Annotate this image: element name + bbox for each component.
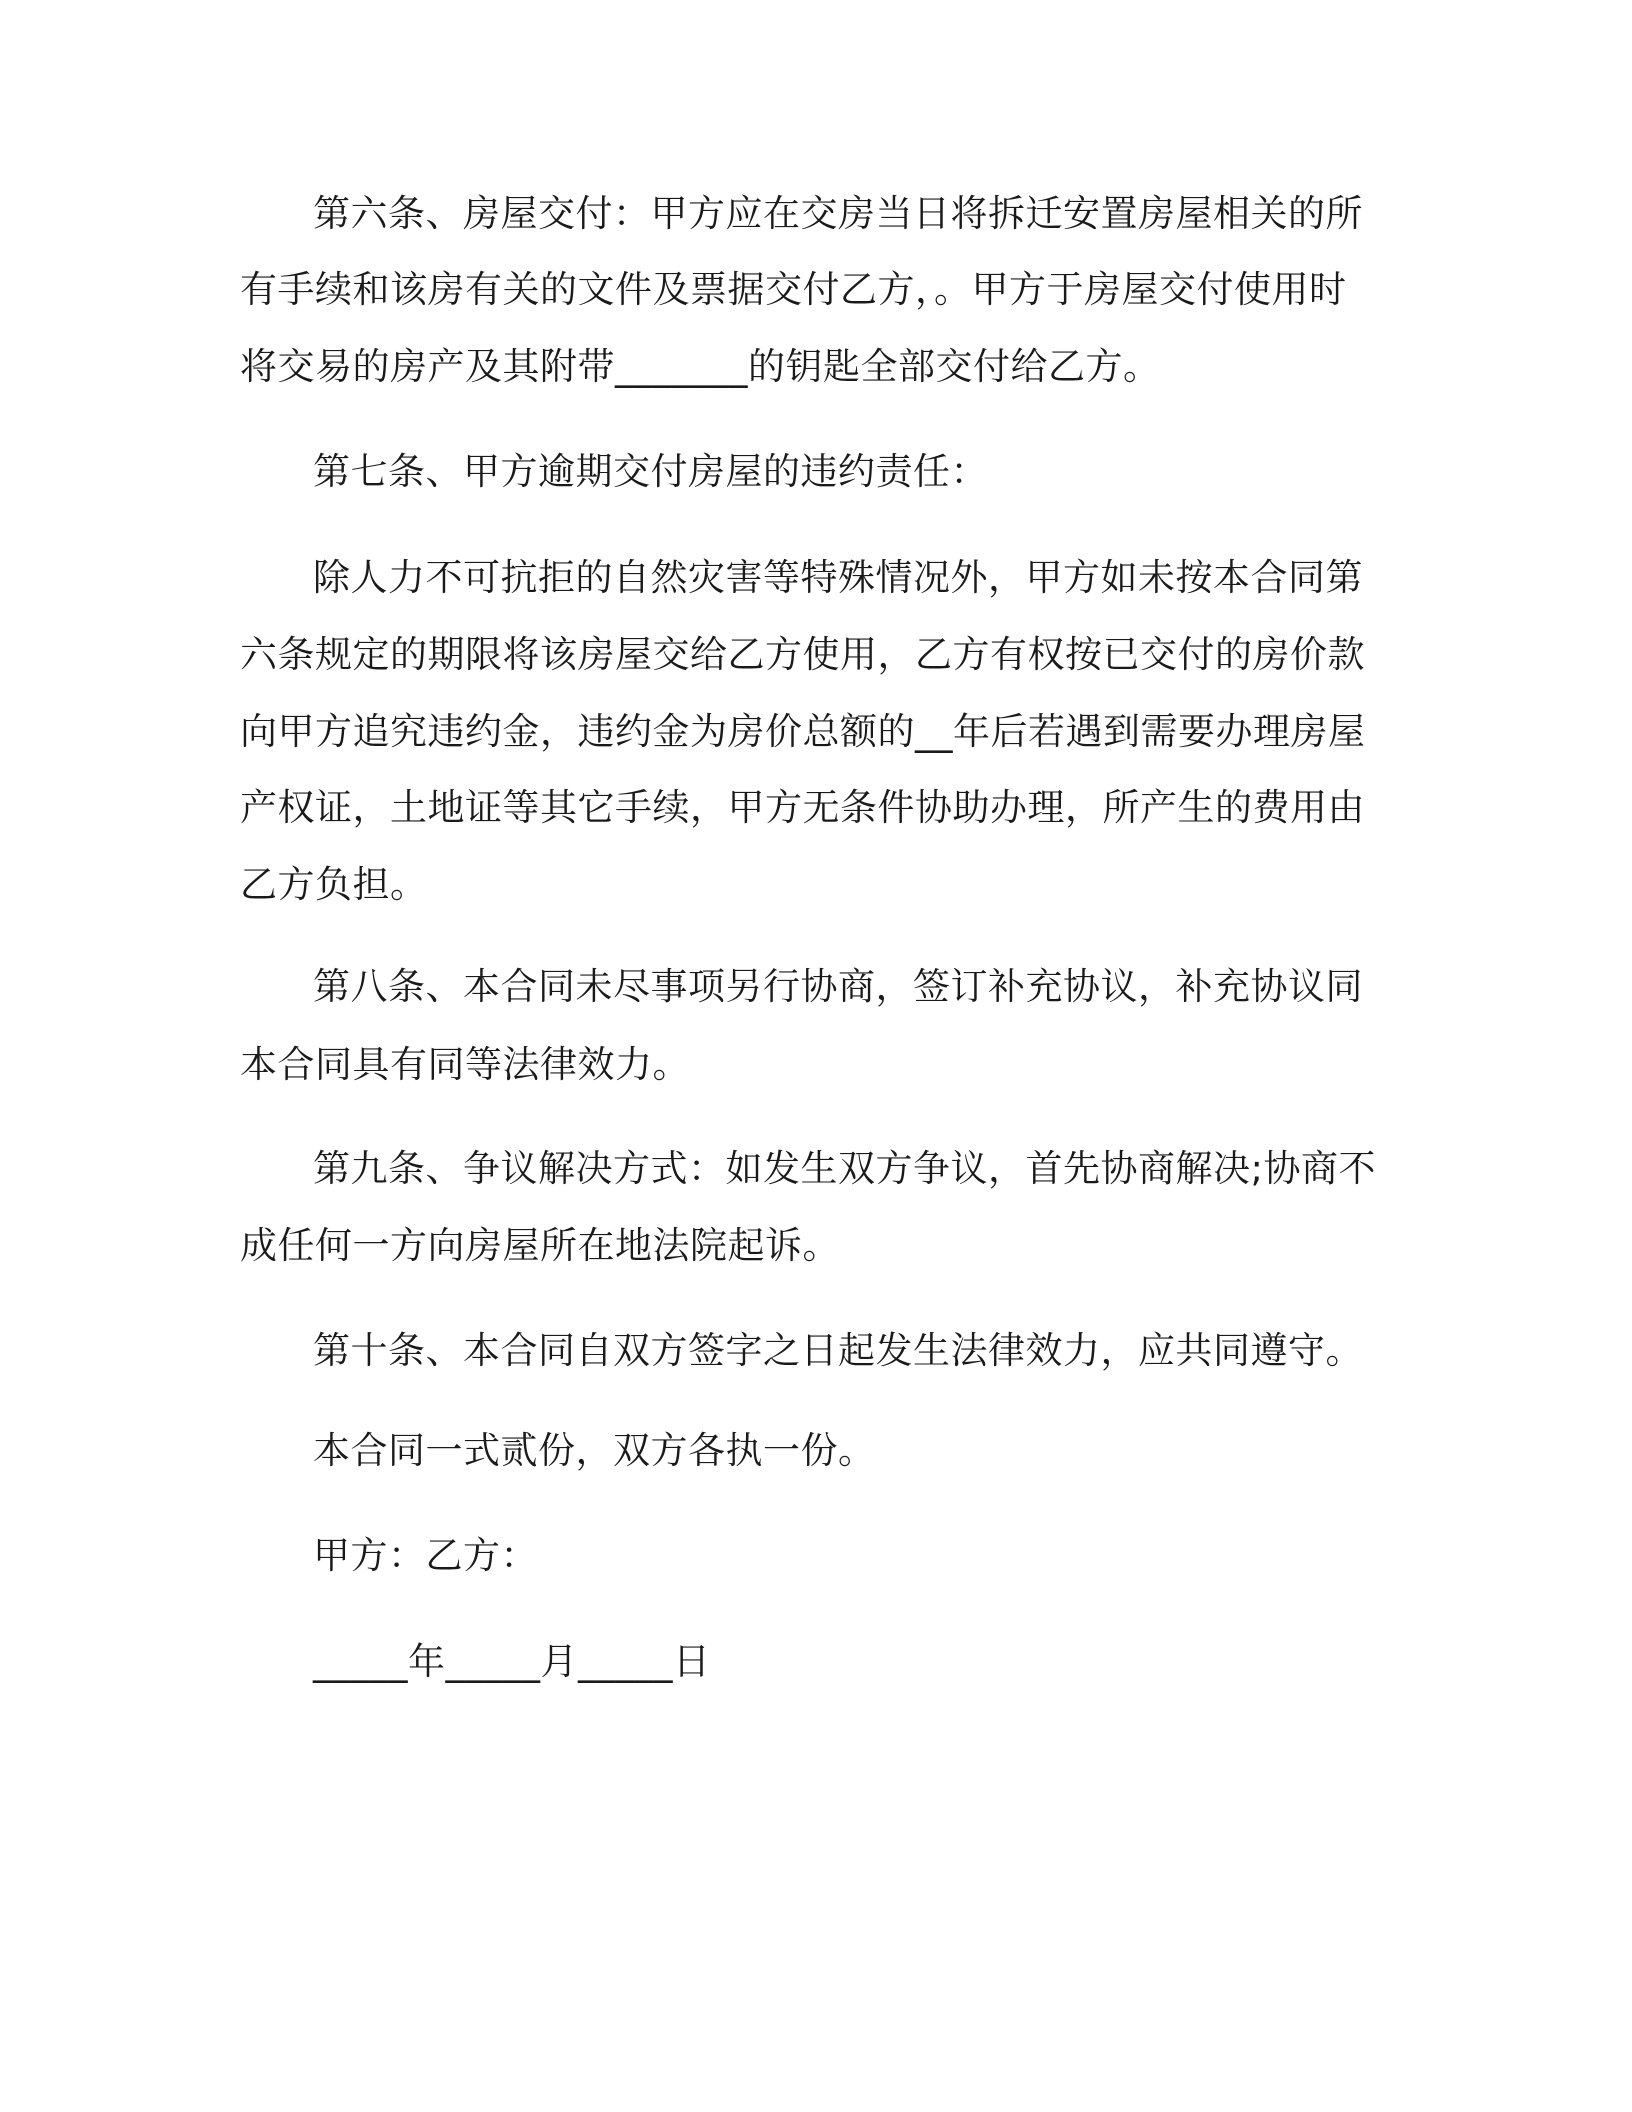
article7-line-5: 乙方负担。 bbox=[240, 863, 428, 906]
parties-signature-line: 甲方：乙方： bbox=[313, 1534, 538, 1577]
article9-line-2: 成任何一方向房屋所在地法院起诉。 bbox=[240, 1224, 840, 1267]
article8-line-2: 本合同具有同等法律效力。 bbox=[240, 1043, 690, 1086]
article6-line-2: 有手续和该房有关的文件及票据交付乙方，。甲方于房屋交付使用时 bbox=[240, 268, 1347, 311]
article7-heading: 第七条、甲方逾期交付房屋的违约责任： bbox=[313, 450, 988, 493]
article6-line-1: 第六条、房屋交付：甲方应在交房当日将拆迁安置房屋相关的所 bbox=[313, 192, 1363, 235]
article8-line-1: 第八条、本合同未尽事项另行协商，签订补充协议，补充协议同 bbox=[313, 965, 1363, 1008]
article7-line-2: 六条规定的期限将该房屋交给乙方使用，乙方有权按已交付的房价款 bbox=[240, 633, 1365, 676]
date-line: _____年_____月_____日 bbox=[313, 1640, 711, 1683]
copies-text: 本合同一式贰份，双方各执一份。 bbox=[313, 1429, 876, 1472]
article7-line-1: 除人力不可抗拒的自然灾害等特殊情况外，甲方如未按本合同第 bbox=[313, 556, 1363, 599]
article9-line-1: 第九条、争议解决方式：如发生双方争议，首先协商解决;协商不 bbox=[313, 1147, 1376, 1190]
article7-line-3: 向甲方追究违约金，违约金为房价总额的__年后若遇到需要办理房屋 bbox=[240, 710, 1366, 753]
article6-line-3: 将交易的房产及其附带_______的钥匙全部交付给乙方。 bbox=[240, 345, 1161, 388]
article10-text: 第十条、本合同自双方签字之日起发生法律效力，应共同遵守。 bbox=[313, 1329, 1363, 1372]
article7-line-4: 产权证，土地证等其它手续，甲方无条件协助办理，所产生的费用由 bbox=[240, 786, 1365, 829]
